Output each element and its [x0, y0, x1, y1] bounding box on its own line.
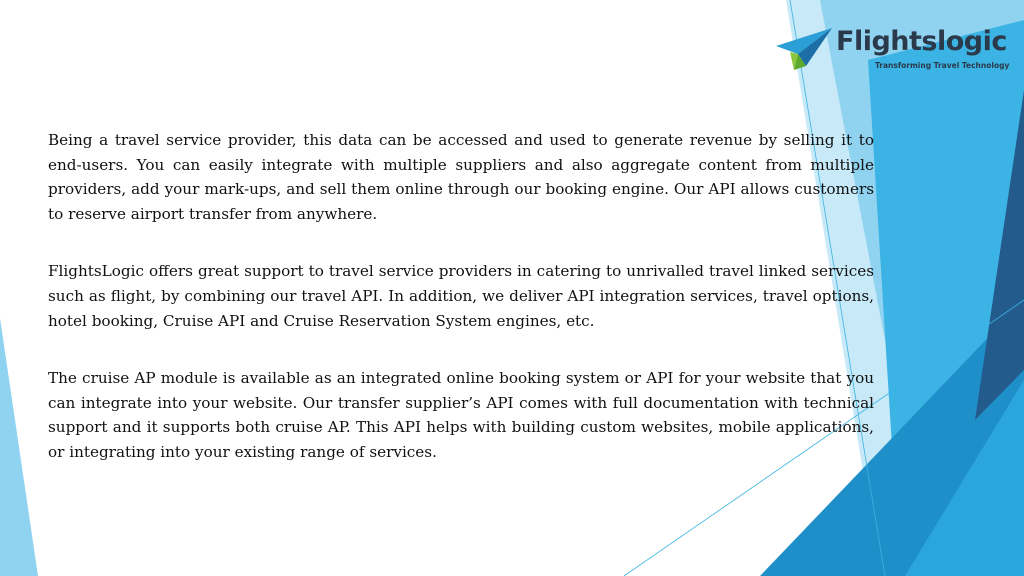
paragraph-cruise-module: The cruise AP module is available as an integrated online booking system or API for your website that you can integrate into your website. Our transfer supplier’s API comes with full documentation with technical support and it supports both cruise AP. This API helps with building custom websites, mobile applications, or integrating into your existing range of services.	[48, 369, 874, 461]
paragraph-revenue: Being a travel service provider, this data can be accessed and used to generate revenue by selling it to end-users. You can easily integrate with multiple suppliers and also aggregate content from multiple providers, add your mark-ups, and sell them online through our booking engine. Our API allows customers to reserve airport transfer from anywhere.	[48, 131, 874, 223]
main-content	[48, 128, 874, 465]
brand-name: Flightslogic	[836, 26, 1007, 57]
paragraph-support: FlightsLogic offers great support to travel service providers in catering to unrivalled travel linked services such as flight, by combining our travel API. In addition, we deliver API integration services, travel options, hotel booking, Cruise API and Cruise Reservation System engines, etc.	[48, 262, 874, 330]
brand-tagline: Transforming Travel Technology	[875, 61, 1010, 70]
paper-plane-icon	[776, 26, 834, 72]
brand-logo[interactable]	[776, 26, 1010, 76]
left-accent-shape	[0, 318, 38, 576]
